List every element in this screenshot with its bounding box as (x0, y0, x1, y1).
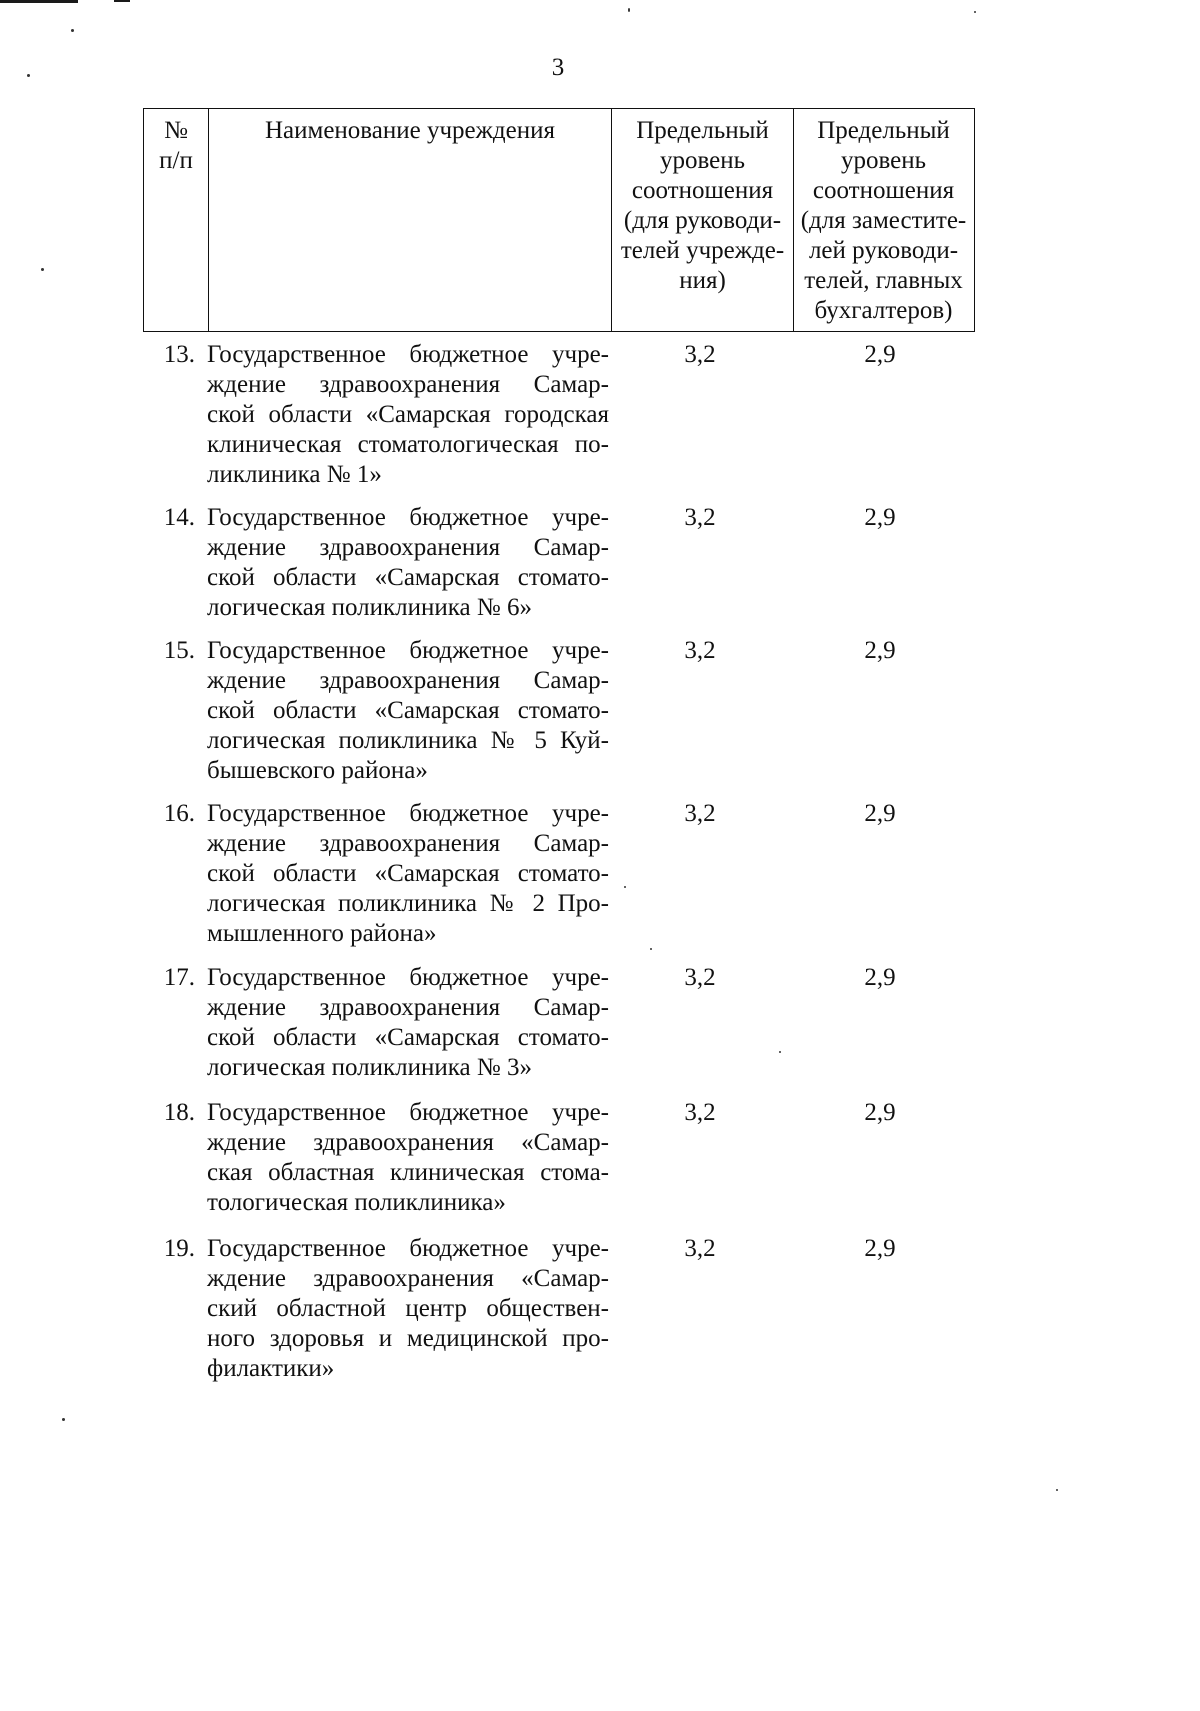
header-line: ния) (679, 267, 726, 294)
head-ratio-value: 3,2 (684, 341, 716, 368)
header-line: Предельный (817, 117, 950, 144)
institution-name (207, 1234, 609, 1384)
table-header (143, 108, 975, 332)
institution-name (207, 636, 609, 786)
institution-name-line: Государственное бюджетное учре- (207, 504, 609, 531)
scan-speck (71, 29, 74, 32)
scan-speck (41, 268, 44, 271)
table-row (0, 340, 1200, 500)
row-number: 15. (163, 637, 195, 664)
row-number: 19. (163, 1235, 195, 1262)
deputy-ratio-value: 2,9 (864, 1099, 896, 1126)
scan-speck (1056, 1489, 1058, 1491)
row-number: 16. (163, 800, 195, 827)
institution-name (207, 963, 609, 1083)
institution-name-line: ликлиника № 1» (207, 461, 382, 488)
header-line: № (164, 117, 188, 144)
institution-name-line: Государственное бюджетное учре- (207, 964, 609, 991)
institution-name-line: филактики» (207, 1355, 335, 1382)
header-line: уровень (659, 147, 746, 174)
head-ratio-value: 3,2 (684, 800, 716, 827)
header-line: Наименование учреждения (264, 117, 555, 144)
institution-name (207, 1098, 609, 1218)
institution-name-line: ской области «Самарская стомато- (207, 564, 609, 591)
header-line: бухгалтеров) (814, 297, 953, 324)
scan-speck (62, 1418, 65, 1421)
institution-name-line: ский областной центр обществен- (207, 1295, 609, 1322)
institution-name-line: ждение здравоохранения Самар- (207, 534, 609, 561)
institution-name (207, 340, 609, 490)
institution-name-line: бышевского района» (207, 757, 428, 784)
institution-name-line: ждение здравоохранения Самар- (207, 830, 609, 857)
institution-name-line: Государственное бюджетное учре- (207, 341, 609, 368)
scan-mark (114, 0, 130, 2)
deputy-ratio-value: 2,9 (864, 341, 896, 368)
header-line: (для руководи- (623, 207, 782, 234)
row-number: 18. (163, 1099, 195, 1126)
deputy-ratio-value: 2,9 (864, 637, 896, 664)
header-cell-deputy-ratio (793, 109, 973, 331)
row-number: 17. (163, 964, 195, 991)
head-ratio-value: 3,2 (684, 637, 716, 664)
header-line: соотношения (812, 177, 955, 204)
row-number: 14. (163, 504, 195, 531)
institution-name-line: ская областная клиническая стома- (207, 1159, 609, 1186)
header-cell-institution (208, 109, 611, 331)
head-ratio-value: 3,2 (684, 1235, 716, 1262)
scan-speck (974, 11, 976, 13)
header-line: п/п (159, 147, 193, 174)
institution-name-line: клиническая стоматологическая по- (207, 431, 609, 458)
head-ratio-value: 3,2 (684, 504, 716, 531)
deputy-ratio-value: 2,9 (864, 964, 896, 991)
header-cell-number (144, 109, 208, 331)
deputy-ratio-value: 2,9 (864, 504, 896, 531)
header-line: лей руководи- (808, 237, 959, 264)
table-row (0, 1234, 1200, 1394)
head-ratio-value: 3,2 (684, 964, 716, 991)
scan-speck (628, 8, 630, 12)
institution-name-line: ждение здравоохранения Самар- (207, 371, 609, 398)
page-number: 3 (551, 54, 565, 81)
institution-name-line: ного здоровья и медицинской про- (207, 1325, 609, 1352)
institution-name-line: тологическая поликлиника» (207, 1189, 506, 1216)
header-line: соотношения (631, 177, 774, 204)
institution-name-line: ждение здравоохранения «Самар- (207, 1265, 609, 1292)
institution-name-line: логическая поликлиника № 6» (207, 594, 532, 621)
institution-name-line: Государственное бюджетное учре- (207, 637, 609, 664)
scan-speck (27, 74, 30, 77)
header-line: телей, главных (804, 267, 963, 294)
institution-name-line: ской области «Самарская стомато- (207, 860, 609, 887)
institution-name-line: ждение здравоохранения Самар- (207, 667, 609, 694)
table-row (0, 636, 1200, 796)
institution-name-line: логическая поликлиника № 5 Куй- (207, 727, 609, 754)
header-line: (для заместите- (800, 207, 967, 234)
institution-name (207, 503, 609, 623)
header-line: уровень (840, 147, 927, 174)
institution-name-line: мышленного района» (207, 920, 437, 947)
table-row (0, 799, 1200, 959)
institution-name-line: логическая поликлиника № 2 Про- (207, 890, 609, 917)
institution-name-line: ской области «Самарская стомато- (207, 697, 609, 724)
scan-mark (0, 0, 78, 3)
header-line: Предельный (636, 117, 769, 144)
institution-name-line: Государственное бюджетное учре- (207, 800, 609, 827)
institution-name-line: ской области «Самарская городская (207, 401, 609, 428)
institution-name (207, 799, 609, 949)
header-line: телей учрежде- (620, 237, 785, 264)
deputy-ratio-value: 2,9 (864, 800, 896, 827)
head-ratio-value: 3,2 (684, 1099, 716, 1126)
row-number: 13. (163, 341, 195, 368)
header-cell-head-ratio (611, 109, 793, 331)
institution-name-line: Государственное бюджетное учре- (207, 1235, 609, 1262)
institution-name-line: логическая поликлиника № 3» (207, 1054, 532, 1081)
institution-name-line: ждение здравоохранения Самар- (207, 994, 609, 1021)
institution-name-line: Государственное бюджетное учре- (207, 1099, 609, 1126)
institution-name-line: ской области «Самарская стомато- (207, 1024, 609, 1051)
institution-name-line: ждение здравоохранения «Самар- (207, 1129, 609, 1156)
deputy-ratio-value: 2,9 (864, 1235, 896, 1262)
